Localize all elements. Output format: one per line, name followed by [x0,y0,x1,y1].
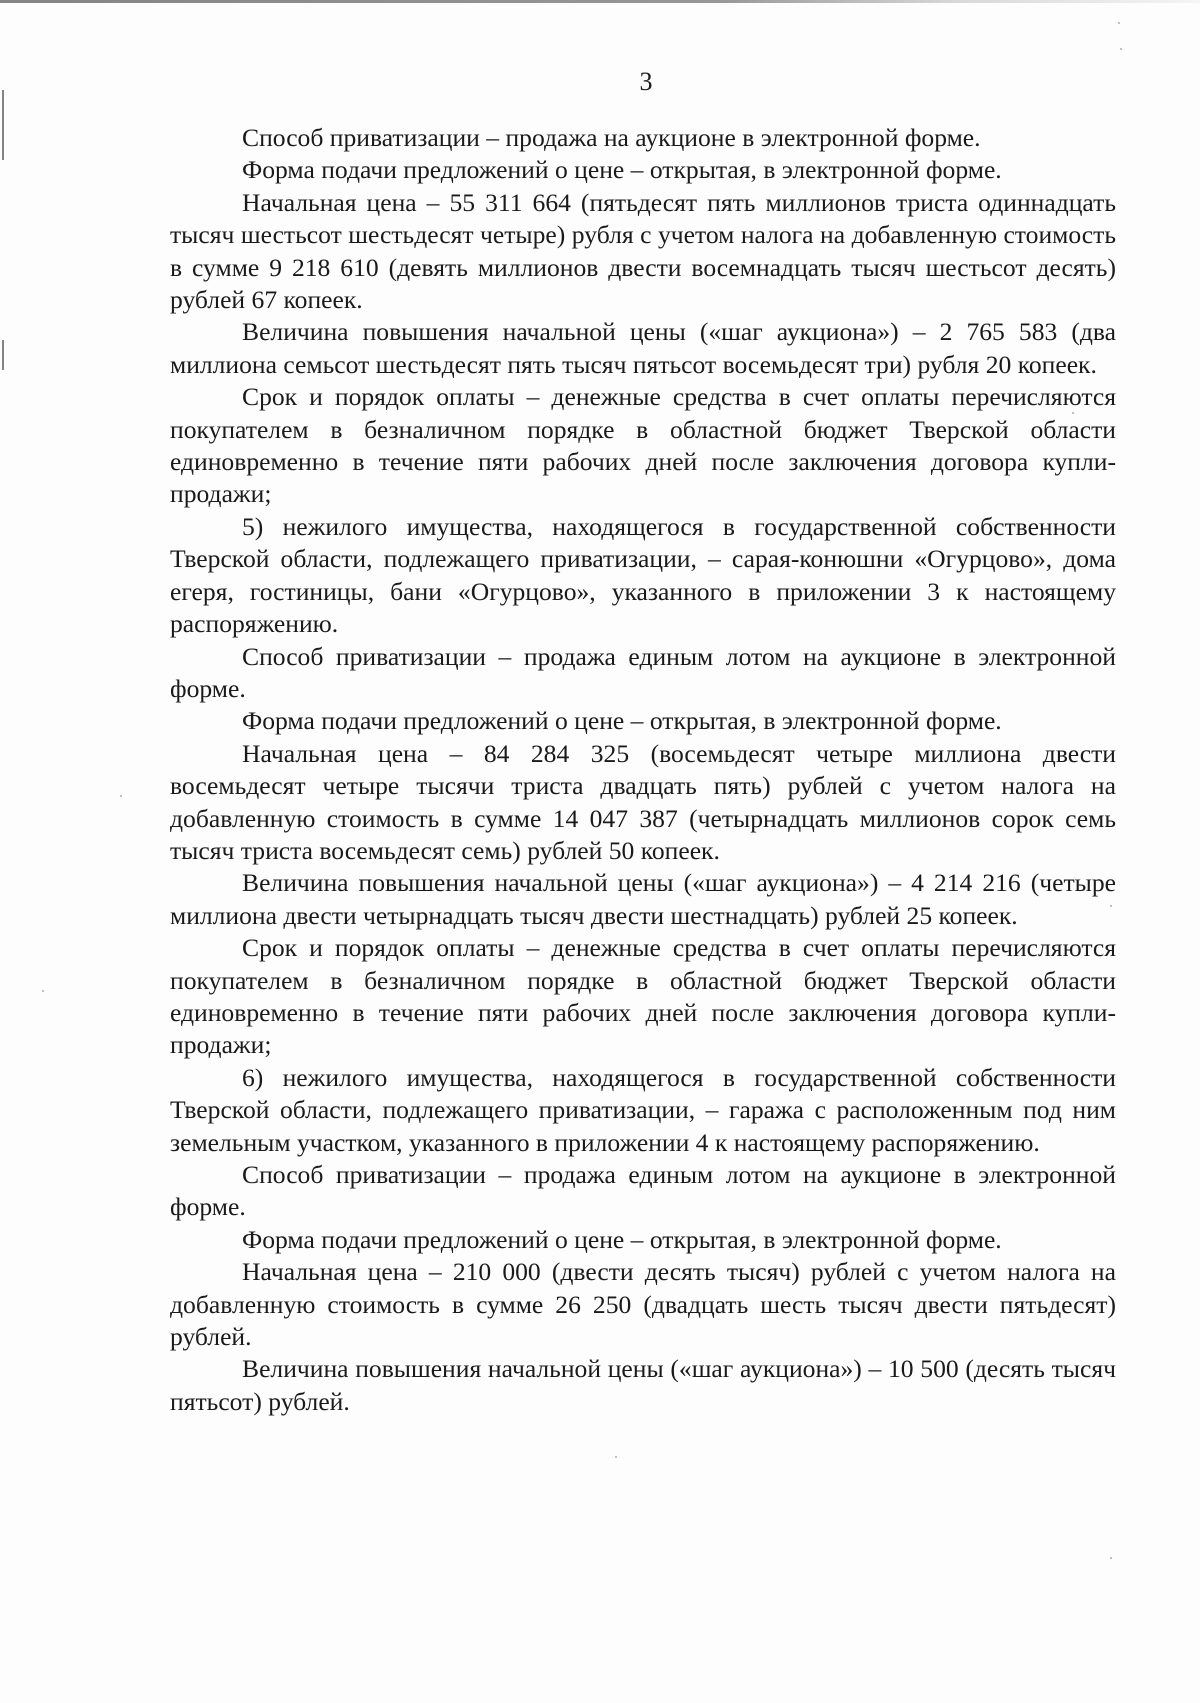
scan-speck [615,1456,617,1458]
scan-edge-line [0,0,1200,3]
scan-speck [1120,48,1122,50]
scan-edge-mark [2,340,4,370]
scan-speck [1118,22,1120,24]
scan-speck [1072,412,1074,414]
scan-edge-mark [2,90,4,160]
paragraph: Срок и порядок оплаты – денежные средства в счет оплаты перечисляются покупателем в безналичном порядке в областной бюджет Тверской области единовременно в течение пяти рабочих дней после заключения договора купли-продажи; [170,382,1116,509]
paragraph: Величина повышения начальной цены («шаг аукциона») – 2 765 583 (два миллиона семьсот шестьдесят пять тысяч пятьсот восемьдесят три) рубля 20 копеек. [170,317,1116,379]
paragraph: Величина повышения начальной цены («шаг аукциона») – 4 214 216 (четыре миллиона двести четырнадцать тысяч двести шестнадцать) рублей 25 копеек. [170,868,1116,930]
scan-speck [1110,905,1112,907]
paragraph: 6) нежилого имущества, находящегося в государственной собственности Тверской области, подлежащего приватизации, – гаража с расположенным под ним земельным участком, указанного в приложении 4 к настоящему распоряжению. [170,1062,1116,1157]
paragraph: Форма подачи предложений о цене – открытая, в электронной форме. [242,155,1002,185]
paragraph: Начальная цена – 210 000 (двести десять тысяч) рублей с учетом налога на добавленную стоимость в сумме 26 250 (двадцать шесть тысяч двести пятьдесят) рублей. [170,1257,1116,1352]
paragraph: Способ приватизации – продажа единым лотом на аукционе в электронной форме. [170,641,1116,703]
paragraph: Форма подачи предложений о цене – открытая, в электронной форме. [242,706,1002,736]
scan-speck [42,990,44,992]
paragraph: Величина повышения начальной цены («шаг аукциона») – 10 500 (десять тысяч пятьсот) рублей. [170,1354,1116,1416]
paragraph: Срок и порядок оплаты – денежные средства в счет оплаты перечисляются покупателем в безналичном порядке в областной бюджет Тверской области единовременно в течение пяти рабочих дней после заключения договора купли-продажи; [170,933,1116,1060]
paragraph: Способ приватизации – продажа единым лотом на аукционе в электронной форме. [170,1160,1116,1222]
paragraph: Начальная цена – 55 311 664 (пятьдесят пять миллионов триста одиннадцать тысяч шестьсот шестьдесят четыре) рубля с учетом налога на добавленную стоимость в сумме 9 218 610 (девять миллионов двести восемнадцать тысяч шестьсот десять) рублей 67 копеек. [170,187,1116,315]
scan-speck [120,795,122,797]
document-body [170,122,1116,1418]
paragraph: 5) нежилого имущества, находящегося в государственной собственности Тверской области, подлежащего приватизации, – сарая-конюшни «Огурцово», дома егеря, гостиницы, бани «Огурцово», указанного в приложении 3 к настоящему распоряжению. [170,511,1116,639]
scan-speck [1110,1557,1112,1559]
paragraph: Начальная цена – 84 284 325 (восемьдесят четыре миллиона двести восемьдесят четыре тысячи триста двадцать пять) рублей с учетом налога на добавленную стоимость в сумме 14 047 387 (четырнадцать миллионов сорок семь тысяч триста восемьдесят семь) рублей 50 копеек. [170,738,1116,865]
paragraph: Способ приватизации – продажа на аукционе в электронной форме. [242,123,981,152]
page-number: 3 [639,67,653,96]
paragraph: Форма подачи предложений о цене – открытая, в электронной форме. [242,1224,1002,1254]
